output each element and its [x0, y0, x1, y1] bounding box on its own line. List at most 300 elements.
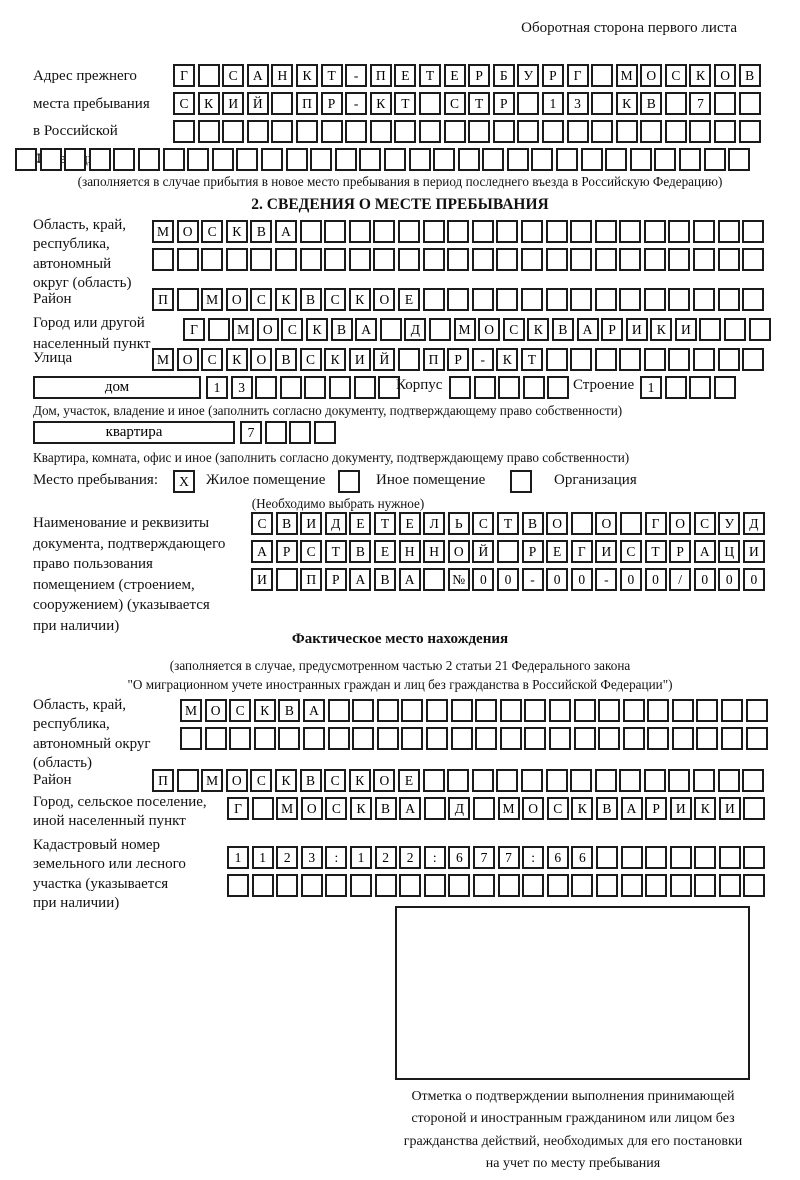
fact-oblast-label: Область, край, республика, автономный округ (область) — [33, 697, 151, 772]
char-box — [314, 421, 336, 444]
char-box — [693, 288, 715, 311]
char-box — [644, 288, 666, 311]
char-box: И — [670, 797, 692, 820]
char-box: К — [275, 288, 297, 311]
char-box — [523, 376, 545, 399]
char-box: С — [250, 769, 272, 792]
char-box — [746, 727, 768, 750]
char-box — [163, 148, 185, 171]
fact-rayon-label: Район — [33, 772, 72, 788]
char-box — [524, 699, 546, 722]
char-box — [377, 727, 399, 750]
char-box — [668, 348, 690, 371]
char-box: У — [718, 512, 740, 535]
char-box — [276, 874, 298, 897]
char-box — [423, 288, 445, 311]
char-box — [289, 421, 311, 444]
char-box — [531, 148, 553, 171]
char-box — [619, 348, 641, 371]
char-box: Е — [394, 64, 416, 87]
char-box: О — [373, 288, 395, 311]
char-box: А — [355, 318, 377, 341]
doc-row-1 — [251, 512, 765, 535]
stroenie-cells — [640, 376, 736, 399]
char-box — [212, 148, 234, 171]
char-box — [329, 376, 351, 399]
kadastr-row-2 — [227, 874, 765, 897]
ulitsa-label: Улица — [33, 350, 73, 366]
char-box — [303, 727, 325, 750]
char-box — [449, 376, 471, 399]
char-box — [250, 248, 272, 271]
char-box — [546, 288, 568, 311]
char-box: Р — [468, 64, 490, 87]
char-box: Д — [404, 318, 426, 341]
char-box — [570, 769, 592, 792]
char-box — [15, 148, 37, 171]
char-box: 2 — [399, 846, 421, 869]
char-box — [89, 148, 111, 171]
char-box — [549, 727, 571, 750]
char-box — [714, 120, 736, 143]
char-box — [205, 727, 227, 750]
char-box: 2 — [276, 846, 298, 869]
char-box: Г — [571, 540, 593, 563]
char-box: С — [503, 318, 525, 341]
char-box: А — [621, 797, 643, 820]
char-box — [696, 699, 718, 722]
char-box — [447, 769, 469, 792]
char-box — [498, 376, 520, 399]
char-box — [644, 769, 666, 792]
char-box: 2 — [375, 846, 397, 869]
char-box: М — [276, 797, 298, 820]
char-box — [668, 220, 690, 243]
char-box — [265, 421, 287, 444]
char-box: Р — [601, 318, 623, 341]
char-box — [496, 220, 518, 243]
char-box: 7 — [689, 92, 711, 115]
char-box: Л — [423, 512, 445, 535]
char-box — [570, 220, 592, 243]
gorod-label: Город или другой населенный пункт — [33, 315, 151, 352]
char-box — [645, 874, 667, 897]
char-box — [328, 699, 350, 722]
char-box: 6 — [547, 846, 569, 869]
dom-box: дом — [33, 376, 201, 399]
char-box: В — [522, 512, 544, 535]
char-box: В — [640, 92, 662, 115]
prev-address-note: (заполняется в случае прибытия в новое место пребывания в период последнего въезда в Российскую Федерацию) — [77, 174, 723, 189]
char-box — [458, 148, 480, 171]
char-box — [433, 148, 455, 171]
char-box — [719, 874, 741, 897]
char-box: Й — [373, 348, 395, 371]
char-box: В — [250, 220, 272, 243]
prev-address-row-3 — [173, 120, 761, 143]
char-box — [473, 797, 495, 820]
doc-row-3 — [251, 568, 765, 591]
char-box: К — [296, 64, 318, 87]
char-box — [619, 288, 641, 311]
char-box — [198, 64, 220, 87]
char-box: И — [300, 512, 322, 535]
inoe-label: Иное помещение — [376, 472, 486, 488]
char-box: А — [349, 568, 371, 591]
char-box — [255, 376, 277, 399]
char-box: Г — [183, 318, 205, 341]
char-box: 1 — [227, 846, 249, 869]
char-box — [468, 120, 490, 143]
char-box: В — [276, 512, 298, 535]
char-box: Г — [567, 64, 589, 87]
char-box: В — [739, 64, 761, 87]
char-box: 1 — [206, 376, 228, 399]
char-box — [619, 220, 641, 243]
prev-address-row-2 — [173, 92, 761, 115]
char-box: 3 — [231, 376, 253, 399]
char-box: 0 — [743, 568, 765, 591]
char-box: С — [251, 512, 273, 535]
char-box — [310, 148, 332, 171]
char-box: Е — [398, 769, 420, 792]
char-box: Ц — [718, 540, 740, 563]
char-box: Г — [645, 512, 667, 535]
char-box: 0 — [472, 568, 494, 591]
char-box: И — [595, 540, 617, 563]
char-box: А — [399, 568, 421, 591]
char-box — [595, 220, 617, 243]
char-box: И — [743, 540, 765, 563]
char-box — [447, 288, 469, 311]
char-box — [718, 348, 740, 371]
char-box — [739, 120, 761, 143]
char-box: О — [640, 64, 662, 87]
char-box — [644, 220, 666, 243]
char-box — [300, 220, 322, 243]
char-box: А — [303, 699, 325, 722]
char-box: В — [300, 769, 322, 792]
char-box — [304, 376, 326, 399]
char-box: С — [300, 540, 322, 563]
char-box — [591, 92, 613, 115]
char-box — [570, 248, 592, 271]
kvartira-caption: Квартира, комната, офис и иное (заполнить согласно документу, подтверждающему право собственности) — [33, 450, 630, 465]
char-box: Г — [173, 64, 195, 87]
stamp-box — [395, 906, 750, 1080]
rayon-row — [152, 288, 764, 311]
char-box: X — [173, 470, 195, 493]
char-box — [574, 727, 596, 750]
char-box: М — [152, 348, 174, 371]
char-box — [419, 120, 441, 143]
char-box: С — [620, 540, 642, 563]
char-box: А — [694, 540, 716, 563]
char-box — [321, 120, 343, 143]
char-box — [670, 846, 692, 869]
prev-address-row-1 — [173, 64, 761, 87]
char-box — [693, 348, 715, 371]
char-box — [177, 288, 199, 311]
char-box: В — [375, 797, 397, 820]
char-box: Р — [522, 540, 544, 563]
doc-row-2 — [251, 540, 765, 563]
char-box — [472, 769, 494, 792]
char-box: 6 — [448, 846, 470, 869]
char-box: 1 — [542, 92, 564, 115]
char-box — [451, 727, 473, 750]
char-box: В — [349, 540, 371, 563]
char-box: В — [596, 797, 618, 820]
char-box: О — [177, 220, 199, 243]
char-box — [208, 318, 230, 341]
char-box: Р — [447, 348, 469, 371]
char-box — [475, 699, 497, 722]
char-box — [177, 248, 199, 271]
char-box: 0 — [546, 568, 568, 591]
char-box: С — [324, 769, 346, 792]
char-box — [496, 248, 518, 271]
char-box — [595, 769, 617, 792]
zhiloe-checkbox — [173, 470, 195, 493]
char-box: О — [226, 288, 248, 311]
char-box: Е — [349, 512, 371, 535]
char-box — [693, 220, 715, 243]
char-box: Д — [448, 797, 470, 820]
char-box: М — [201, 769, 223, 792]
char-box — [598, 699, 620, 722]
char-box — [198, 120, 220, 143]
char-box: Ь — [448, 512, 470, 535]
fact-gorod-label: Город, сельское поселение, иной населенный пункт — [33, 794, 207, 830]
char-box: : — [325, 846, 347, 869]
char-box: Р — [669, 540, 691, 563]
char-box — [644, 348, 666, 371]
char-box — [444, 120, 466, 143]
char-box: 0 — [645, 568, 667, 591]
char-box: Д — [743, 512, 765, 535]
char-box — [571, 874, 593, 897]
char-box — [621, 874, 643, 897]
char-box: В — [552, 318, 574, 341]
char-box: К — [650, 318, 672, 341]
char-box — [138, 148, 160, 171]
char-box: О — [669, 512, 691, 535]
char-box — [398, 248, 420, 271]
char-box: О — [205, 699, 227, 722]
char-box — [426, 699, 448, 722]
char-box: : — [424, 846, 446, 869]
char-box — [645, 846, 667, 869]
dom-cells — [206, 376, 400, 399]
char-box: П — [296, 92, 318, 115]
mesto-note: (Необходимо выбрать нужное) — [251, 496, 425, 511]
char-box: С — [201, 348, 223, 371]
char-box — [693, 769, 715, 792]
char-box — [742, 288, 764, 311]
char-box: В — [300, 288, 322, 311]
char-box: Т — [394, 92, 416, 115]
char-box — [742, 220, 764, 243]
char-box — [704, 148, 726, 171]
char-box — [424, 874, 446, 897]
char-box: И — [222, 92, 244, 115]
char-box — [547, 376, 569, 399]
char-box — [742, 769, 764, 792]
char-box — [689, 120, 711, 143]
char-box — [571, 512, 593, 535]
kvartira-cells — [240, 421, 336, 444]
prev-address-row-4 — [15, 148, 750, 171]
char-box — [474, 376, 496, 399]
char-box — [401, 727, 423, 750]
char-box — [521, 248, 543, 271]
char-box: И — [675, 318, 697, 341]
char-box: 7 — [473, 846, 495, 869]
char-box: О — [301, 797, 323, 820]
char-box — [718, 248, 740, 271]
char-box — [743, 797, 765, 820]
mesto-label: Место пребывания: — [33, 472, 158, 488]
char-box: : — [522, 846, 544, 869]
char-box — [276, 568, 298, 591]
char-box: О — [522, 797, 544, 820]
char-box — [300, 248, 322, 271]
char-box: С — [324, 288, 346, 311]
oblast-row-1 — [152, 220, 764, 243]
char-box — [595, 288, 617, 311]
char-box — [280, 376, 302, 399]
char-box — [521, 288, 543, 311]
char-box — [549, 699, 571, 722]
char-box: 0 — [497, 568, 519, 591]
char-box — [377, 699, 399, 722]
char-box: М — [152, 220, 174, 243]
char-box — [620, 512, 642, 535]
char-box — [696, 727, 718, 750]
char-box: О — [546, 512, 568, 535]
char-box — [187, 148, 209, 171]
char-box — [350, 874, 372, 897]
char-box: Й — [472, 540, 494, 563]
char-box — [419, 92, 441, 115]
char-box — [498, 874, 520, 897]
char-box: 0 — [718, 568, 740, 591]
char-box: К — [254, 699, 276, 722]
char-box — [398, 348, 420, 371]
char-box — [616, 120, 638, 143]
char-box — [718, 220, 740, 243]
char-box — [718, 288, 740, 311]
fact-oblast-row-1 — [180, 699, 768, 722]
char-box: С — [665, 64, 687, 87]
char-box — [714, 376, 736, 399]
char-box: Р — [493, 92, 515, 115]
org-checkbox — [510, 470, 532, 493]
char-box: О — [373, 769, 395, 792]
char-box: С — [472, 512, 494, 535]
char-box — [500, 699, 522, 722]
char-box: 6 — [571, 846, 593, 869]
char-box: Б — [493, 64, 515, 87]
char-box: М — [180, 699, 202, 722]
char-box — [693, 248, 715, 271]
char-box: К — [226, 348, 248, 371]
char-box — [556, 148, 578, 171]
char-box — [472, 288, 494, 311]
char-box: Т — [497, 512, 519, 535]
char-box: О — [226, 769, 248, 792]
char-box — [647, 727, 669, 750]
char-box: К — [324, 348, 346, 371]
char-box — [742, 248, 764, 271]
char-box — [574, 699, 596, 722]
char-box — [113, 148, 135, 171]
char-box — [595, 248, 617, 271]
char-box: О — [595, 512, 617, 535]
char-box — [623, 699, 645, 722]
char-box: В — [275, 348, 297, 371]
kadastr-row-1 — [227, 846, 765, 869]
char-box — [380, 318, 402, 341]
char-box — [345, 120, 367, 143]
char-box: К — [370, 92, 392, 115]
char-box: У — [517, 64, 539, 87]
char-box — [546, 248, 568, 271]
char-box — [426, 727, 448, 750]
zhiloe-label: Жилое помещение — [206, 472, 326, 488]
char-box: И — [251, 568, 273, 591]
char-box: М — [201, 288, 223, 311]
char-box — [522, 874, 544, 897]
ulitsa-row — [152, 348, 764, 371]
char-box — [742, 348, 764, 371]
char-box: С — [201, 220, 223, 243]
char-box — [507, 148, 529, 171]
char-box: Е — [398, 288, 420, 311]
char-box: Н — [271, 64, 293, 87]
char-box: 0 — [571, 568, 593, 591]
char-box: С — [222, 64, 244, 87]
char-box — [447, 220, 469, 243]
char-box: Т — [325, 540, 347, 563]
char-box — [567, 120, 589, 143]
char-box — [546, 769, 568, 792]
char-box: С — [325, 797, 347, 820]
char-box: В — [331, 318, 353, 341]
char-box — [496, 769, 518, 792]
char-box — [423, 248, 445, 271]
char-box — [252, 797, 274, 820]
char-box: Т — [645, 540, 667, 563]
char-box: К — [527, 318, 549, 341]
char-box: Р — [542, 64, 564, 87]
char-box: 3 — [301, 846, 323, 869]
char-box — [328, 727, 350, 750]
char-box: К — [198, 92, 220, 115]
char-box: Т — [521, 348, 543, 371]
oblast-label: Область, край, республика, автономный округ (область) — [33, 217, 132, 292]
char-box — [236, 148, 258, 171]
char-box — [596, 846, 618, 869]
char-box: С — [281, 318, 303, 341]
char-box: С — [173, 92, 195, 115]
char-box: И — [626, 318, 648, 341]
char-box: А — [251, 540, 273, 563]
char-box: Н — [423, 540, 445, 563]
char-box: - — [345, 92, 367, 115]
char-box — [247, 120, 269, 143]
